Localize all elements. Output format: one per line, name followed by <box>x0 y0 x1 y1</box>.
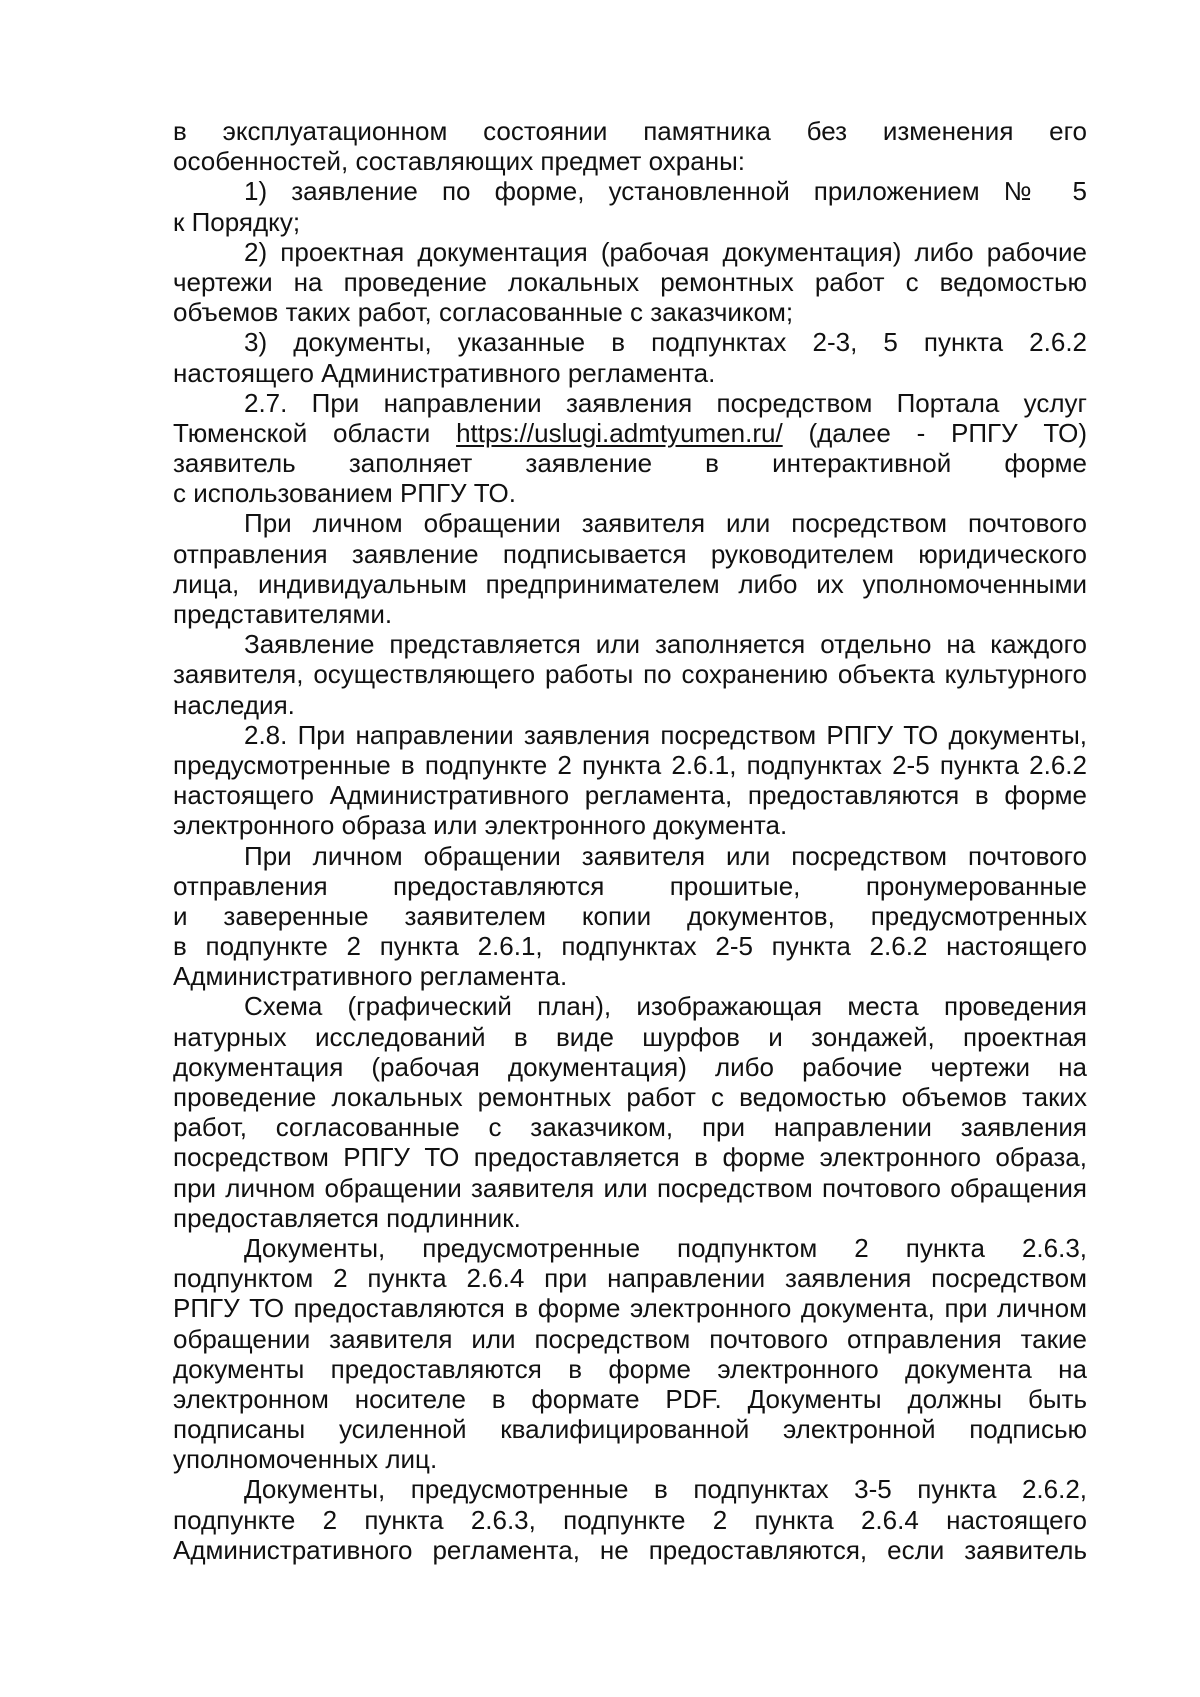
text-line: с использованием РПГУ ТО. <box>173 478 516 509</box>
text-line: РПГУ ТО предоставляются в форме электронного документа, при личном <box>173 1293 1087 1324</box>
text-line: При личном обращении заявителя или посредством почтового <box>244 508 1087 539</box>
text-fragment: (далее - РПГУ ТО) <box>808 417 1087 448</box>
text-line: представителями. <box>173 599 393 629</box>
text-line: документы предоставляются в форме электронного документа на <box>173 1353 1087 1384</box>
text-line: 2.8. При направлении заявления посредством РПГУ ТО документы, <box>244 719 1087 750</box>
text-line: лица, индивидуальным предпринимателем либо их уполномоченными <box>173 568 1087 599</box>
text-line: Документы, предусмотренные подпунктом 2 пункта 2.6.3, <box>244 1232 1087 1263</box>
text-line: чертежи на проведение локальных ремонтных работ с ведомостью <box>173 266 1087 297</box>
text-line: особенностей, составляющих предмет охраны: <box>173 146 745 177</box>
text-line: наследия. <box>173 689 295 720</box>
text-line: объемов таких работ, согласованные с заказчиком; <box>173 297 794 328</box>
text-line: настоящего Административного регламента, предоставляются в форме <box>173 780 1087 811</box>
text-line: 3) документы, указанные в подпунктах 2-3, 5 пункта 2.6.2 <box>244 327 1087 358</box>
text-fragment: Тюменской области <box>173 417 431 448</box>
text-line: Административного регламента, не предоставляются, если заявитель <box>173 1534 1087 1565</box>
text-line: заявитель заполняет заявление в интерактивной форме <box>173 448 1087 479</box>
text-line: предусмотренные в подпункте 2 пункта 2.6.1, подпунктах 2-5 пункта 2.6.2 <box>173 749 1087 780</box>
text-line: электронном носителе в формате PDF. Документы должны быть <box>173 1383 1087 1414</box>
text-line: натурных исследований в виде шурфов и зондажей, проектная <box>173 1021 1087 1052</box>
document-page <box>173 116 1087 1565</box>
text-line: заявителя, осуществляющего работы по сохранению объекта культурного <box>173 659 1087 690</box>
text-line: 2.7. При направлении заявления посредством Портала услуг <box>244 387 1087 418</box>
text-line: 1) заявление по форме, установленной приложением № 5 <box>244 176 1087 207</box>
text-line: к Порядку; <box>173 206 301 237</box>
text-line: документация (рабочая документация) либо рабочие чертежи на <box>173 1051 1087 1082</box>
text-line: Заявление представляется или заполняется отдельно на каждого <box>244 629 1087 660</box>
text-line: предоставляется подлинник. <box>173 1202 521 1233</box>
text-line: посредством РПГУ ТО предоставляется в форме электронного образа, <box>173 1142 1087 1173</box>
text-line: и заверенные заявителем копии документов, предусмотренных <box>173 900 1087 931</box>
text-line: Схема (графический план), изображающая места проведения <box>244 991 1087 1022</box>
text-line: проведение локальных ремонтных работ с ведомостью объемов таких <box>173 1082 1087 1112</box>
text-line: 2) проектная документация (рабочая документация) либо рабочие <box>244 236 1087 267</box>
text-line: подписаны усиленной квалифицированной электронной подписью <box>173 1414 1087 1445</box>
text-line: в подпункте 2 пункта 2.6.1, подпунктах 2-5 пункта 2.6.2 настоящего <box>173 931 1087 962</box>
text-line: электронного образа или электронного документа. <box>173 810 788 841</box>
text-line: обращении заявителя или посредством почтового отправления такие <box>173 1323 1087 1354</box>
text-line: Документы, предусмотренные в подпунктах 3-5 пункта 2.6.2, <box>244 1474 1087 1505</box>
text-line: отправления предоставляются прошитые, пронумерованные <box>173 870 1087 901</box>
text-line: При личном обращении заявителя или посредством почтового <box>244 840 1087 871</box>
text-line: работ, согласованные с заказчиком, при направлении заявления <box>173 1112 1087 1143</box>
text-line: уполномоченных лиц. <box>173 1444 438 1475</box>
text-line: подпунктом 2 пункта 2.6.4 при направлении заявления посредством <box>173 1263 1087 1294</box>
text-line: при личном обращении заявителя или посредством почтового обращения <box>173 1172 1087 1203</box>
text-line <box>173 418 1087 448</box>
text-line: в эксплуатационном состоянии памятника без изменения его <box>173 116 1087 146</box>
text-line: отправления заявление подписывается руководителем юридического <box>173 538 1087 569</box>
text-line: подпункте 2 пункта 2.6.3, подпункте 2 пункта 2.6.4 настоящего <box>173 1504 1087 1535</box>
portal-link[interactable]: https://uslugi.admtyumen.ru/ <box>456 417 783 448</box>
text-line: настоящего Административного регламента. <box>173 357 716 388</box>
text-line: Административного регламента. <box>173 961 568 992</box>
